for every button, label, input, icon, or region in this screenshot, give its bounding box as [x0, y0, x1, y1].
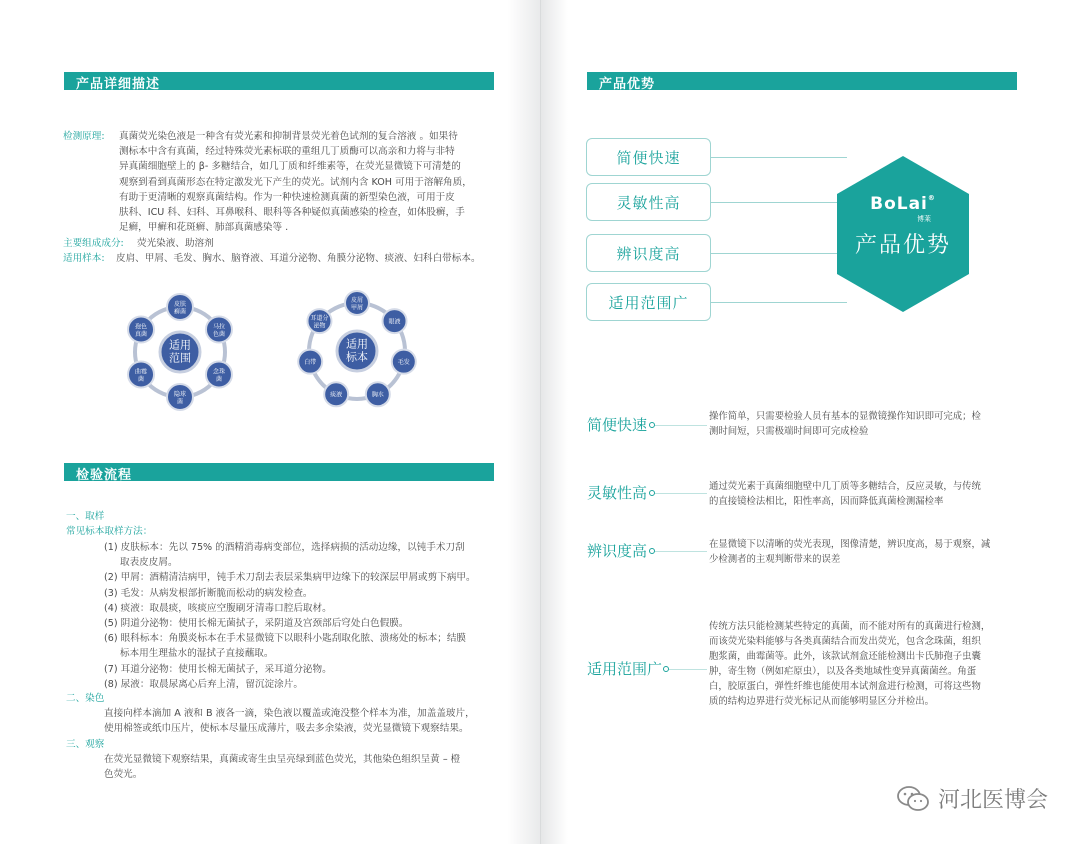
text-line: 真菌荧光染色液是一种含有荧光素和抑制背景荧光着色试剂的复合溶液 。如果待 — [119, 131, 458, 142]
text-line: 胞浆菌，曲霉菌等。此外，该款试剂盒还能检测出卡氏肺孢子虫囊 — [709, 651, 981, 662]
divider-line — [655, 425, 707, 426]
wheel-node-label: 菌 — [176, 398, 184, 406]
text-line: 质的结构边界进行荧光标记从而能够明显区分并检出。 — [709, 696, 935, 707]
advantage-text — [709, 537, 1019, 567]
advantage-text — [709, 479, 1019, 509]
wheel-center-label: 范围 — [169, 351, 191, 365]
flow-item: (2) 甲屑：酒精清洁病甲，钝手术刀刮去表层采集病甲边缘下的较深层甲屑或剪下病甲。 — [104, 572, 476, 584]
flow-step-2: 二、染色 — [66, 693, 105, 704]
flow-item: (4) 痰液：取晨痰，咳痰应空腹刷牙清毒口腔后取材。 — [104, 602, 332, 614]
advantage-text — [709, 619, 1019, 709]
components-label: 主要组成成分: — [63, 238, 124, 249]
flow-item: (8) 尿液：取晨尿离心后弃上清，留沉淀涂片。 — [104, 678, 303, 690]
text-line: 少检测者的主观判断带来的误差 — [709, 554, 841, 565]
sample-value: 皮肩、甲屑、毛发、胸水、脑脊液、耳道分泌物、角膜分泌物、痰液、妇科白带标本。 — [116, 253, 481, 264]
advantage-text — [709, 409, 1019, 439]
text-line: 肤科、ICU 科、妇科、耳鼻喉科、眼科等各种疑似真菌感染的检查，如体股癣，手 — [119, 207, 465, 219]
text-line: 足癣，甲癣和花斑癣、肺部真菌感染等 . — [119, 222, 289, 234]
advantage-pill: 适用范围广 — [586, 283, 711, 321]
scope-wheel — [118, 290, 242, 414]
flow-methods-label: 常见标本取样方法： — [66, 526, 153, 537]
wheel-node-label: 念珠 — [212, 368, 225, 376]
text-line: 在显微镜下以清晰的荧光表现，图像清楚，辨识度高，易于观察，减 — [709, 539, 991, 550]
section-title: 检验流程 — [76, 468, 133, 483]
wheel-node-label: 白带 — [304, 359, 317, 367]
flow-item: (1) 皮肤标本：先以 75% 的酒精消毒病变部位，选择病损的活动边缘，以钝手术刀刮 — [104, 542, 465, 553]
text-line: 测时间短，只需极端时间即可完成检验 — [709, 426, 869, 437]
connector-line — [711, 157, 847, 158]
flow-item: (3) 毛发：从病发根部折断脆而松动的病发检查。 — [104, 587, 313, 599]
advantage-pill: 辨识度高 — [586, 234, 711, 272]
brand-subname: 博莱 — [917, 215, 931, 223]
principle-text — [119, 129, 499, 235]
flow-step-3-text — [104, 752, 504, 782]
section-bar-product-description — [64, 72, 494, 90]
wheel-node-label: 色菌 — [212, 330, 225, 338]
wheel-node-label: 曲霉 — [135, 368, 148, 376]
flow-item: (7) 耳道分泌物：使用长棉无菌拭子，采耳道分泌物。 — [104, 663, 332, 675]
flow-item-cont: 取表皮皮屑。 — [120, 557, 178, 569]
wheel-node-label: 真菌 — [135, 330, 148, 338]
sample-wheel — [292, 288, 422, 414]
wheel-node-label: 马拉 — [212, 323, 225, 331]
wheel-node-label: 皮屑 — [350, 296, 364, 304]
wechat-icon — [896, 785, 930, 813]
wheel-node-label: 眼液 — [388, 318, 401, 326]
text-line: 测标本中含有真菌，经过特殊荧光素标联的重组几丁质酶可以高亲和力将与非特 — [119, 146, 455, 158]
text-line: 通过荧光素于真菌细胞壁中几丁质等多糖结合，反应灵敏，与传统 — [709, 481, 981, 492]
wheel-node-label: 毛发 — [397, 359, 410, 367]
connector-line — [711, 253, 837, 254]
section-bar-inspection-flow — [64, 463, 494, 481]
brand-logo: BoLai® — [870, 194, 936, 214]
hexagon-title: 产品优势 — [854, 233, 951, 258]
advantage-title: 灵敏性高 — [587, 484, 648, 502]
wheel-node-label: 甲屑 — [350, 304, 364, 312]
divider-line — [669, 669, 707, 670]
advantage-pill: 简便快速 — [586, 138, 711, 176]
section-title: 产品详细描述 — [76, 77, 161, 92]
connector-line — [711, 302, 847, 303]
flow-item-cont: 标本用生理盐水的湿拭子直接蘸取。 — [120, 648, 274, 660]
wheel-node-label: 菌 — [215, 375, 222, 383]
wheel-node-label: 皮肤 — [173, 300, 187, 308]
advantage-pill: 灵敏性高 — [586, 183, 711, 221]
text-line: 有助于更清晰的观察真菌结构。作为一种快速检测真菌的新型染色液，可用于皮 — [119, 191, 455, 203]
wheel-node-label: 隐球 — [173, 390, 187, 398]
advantage-title: 辨识度高 — [587, 542, 648, 560]
wheel-node-label: 菌 — [138, 375, 145, 383]
watermark-text: 河北医博会 — [937, 788, 1048, 813]
flow-items — [104, 540, 499, 692]
text-line: 使用棉签或纸巾压片，使标本尽量压成薄片，吸去多余染液，荧光显微镜下观察结果。 — [104, 723, 469, 735]
section-bar-product-advantages — [587, 72, 1017, 90]
text-line: 观察到看到真菌形态在特定激发光下产生的荧光。试剂内含 KOH 可用于溶解角质， — [119, 176, 472, 188]
advantage-title: 适用范围广 — [587, 660, 663, 678]
wheel-center-label: 适用 — [169, 338, 191, 352]
wheel-node-label: 癣菌 — [173, 308, 187, 316]
divider-line — [655, 493, 707, 494]
text-line: 异真菌细胞壁上的 β- 多糖结合，如几丁质和纤维素等，在荧光显微镜下可清楚的 — [119, 161, 461, 173]
text-line: 操作简单，只需要检验人员有基本的显微镜操作知识即可完成；检 — [709, 411, 981, 422]
wheel-node-label: 孢色 — [135, 323, 148, 331]
flow-item: (6) 眼科标本：角膜炎标本在手术显微镜下以眼科小匙刮取化脓、溃疡处的标本；结膜 — [104, 633, 467, 645]
connector-line — [711, 202, 837, 203]
text-line: 传统方法只能检测某些特定的真菌，而不能对所有的真菌进行检测， — [709, 621, 991, 632]
sample-label: 适用样本: — [63, 253, 105, 264]
advantage-hexagon — [833, 154, 973, 314]
wheel-node-label: 胸水 — [371, 391, 384, 399]
flow-step-2-text — [104, 706, 504, 736]
text-line: 而该荧光染料能够与各类真菌结合而发出荧光，包含念珠菌，组织 — [709, 636, 981, 647]
principle-label: 检测原理: — [63, 131, 105, 142]
wechat-watermark — [896, 783, 1048, 814]
components-value: 荧光染液、助溶剂 — [137, 238, 214, 249]
advantage-title: 简便快速 — [587, 416, 648, 434]
text-line: 在荧光显微镜下观察结果，真菌或寄生虫呈亮绿到蓝色荧光，其他染色组织呈黄 – 橙 — [104, 754, 461, 765]
wheel-svg — [292, 288, 422, 414]
wheel-node-label: 耳道分 — [310, 314, 329, 322]
section-title: 产品优势 — [599, 77, 656, 92]
wheel-node-label: 痰液 — [330, 391, 343, 399]
text-line: 肿，寄生物（例如疟原虫），以及各类地域性变异真菌菌丝。角蛋 — [709, 666, 977, 677]
text-line: 直接向样本滴加 A 液和 B 液各一滴，染色液以覆盖或淹没整个样本为准，加盖盖玻片， — [104, 708, 475, 719]
flow-item: (5) 阴道分泌物：使用长棉无菌拭子，采阴道及宫颈部后穹处白色假膜。 — [104, 618, 409, 630]
wheel-center-label: 标本 — [346, 350, 368, 364]
wheel-node-label: 泌物 — [313, 322, 326, 330]
wheel-svg — [118, 290, 242, 414]
text-line: 色荧光。 — [104, 769, 143, 781]
wheel-center-label: 适用 — [346, 337, 368, 351]
right-page — [541, 0, 1080, 844]
brand-name: BoLai — [870, 194, 928, 214]
divider-line — [655, 551, 707, 552]
text-line: 的直接镜检法相比，阳性率高，因而降低真菌检测漏检率 — [709, 496, 944, 507]
flow-step-1: 一、取样 — [66, 511, 105, 522]
flow-step-3: 三、观察 — [66, 739, 105, 750]
text-line: 白，胶原蛋白，弹性纤维也能使用本试剂盒进行检测，可将这些物 — [709, 681, 981, 692]
